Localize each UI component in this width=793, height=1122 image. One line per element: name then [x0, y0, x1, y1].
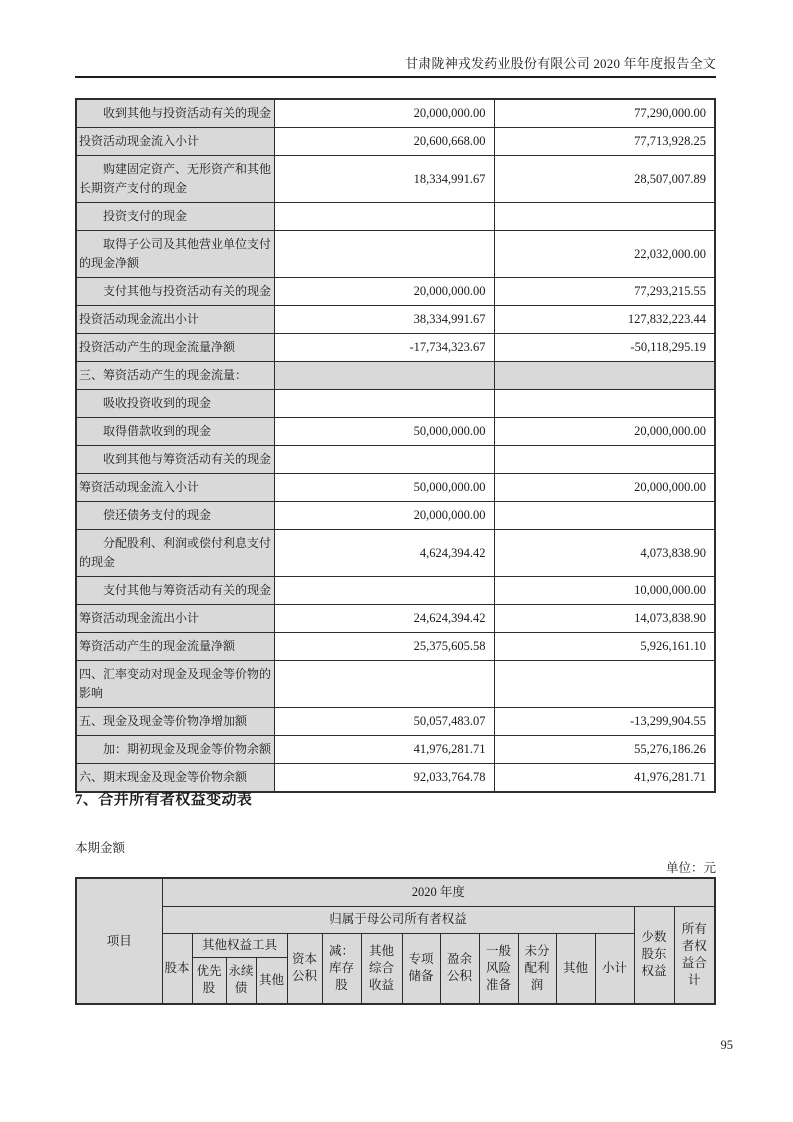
table-row	[76, 390, 715, 418]
table-row	[76, 577, 715, 605]
prior-period-cell: 41,976,281.71	[494, 764, 715, 793]
subtotal-header: 小计	[595, 933, 634, 1004]
row-label-cell: 收到其他与投资活动有关的现金	[76, 99, 274, 128]
row-label-cell: 取得借款收到的现金	[76, 418, 274, 446]
prior-period-cell	[494, 661, 715, 708]
current-period-cell: 41,976,281.71	[274, 736, 494, 764]
retained-profit-header: 未分配利润	[518, 933, 556, 1004]
prior-period-cell: 14,073,838.90	[494, 605, 715, 633]
less-treasury-header: 减：库存股	[322, 933, 361, 1004]
row-label-cell: 购建固定资产、无形资产和其他长期资产支付的现金	[76, 156, 274, 203]
table-row	[76, 474, 715, 502]
cash-flow-statement-table	[75, 98, 716, 793]
current-period-cell	[274, 577, 494, 605]
header-row-groups	[76, 906, 715, 933]
row-label-cell: 吸收投资收到的现金	[76, 390, 274, 418]
current-period-cell: 4,624,394.42	[274, 530, 494, 577]
current-period-cell: 50,000,000.00	[274, 474, 494, 502]
current-period-cell	[274, 362, 494, 390]
current-period-cell: 50,000,000.00	[274, 418, 494, 446]
report-header-title: 甘肃陇神戎发药业股份有限公司 2020 年年度报告全文	[405, 56, 716, 71]
row-label-cell: 投资支付的现金	[76, 203, 274, 231]
prior-period-cell	[494, 390, 715, 418]
current-period-cell: 18,334,991.67	[274, 156, 494, 203]
current-period-cell: 20,000,000.00	[274, 502, 494, 530]
other-equity-instruments-header: 其他权益工具	[192, 933, 287, 957]
prior-period-cell: -13,299,904.55	[494, 708, 715, 736]
table-row	[76, 446, 715, 474]
table-row	[76, 99, 715, 128]
row-label-cell: 投资活动现金流入小计	[76, 128, 274, 156]
prior-period-cell: 20,000,000.00	[494, 474, 715, 502]
prior-period-cell: 77,713,928.25	[494, 128, 715, 156]
table-row	[76, 605, 715, 633]
current-period-cell: 20,000,000.00	[274, 99, 494, 128]
row-label-cell: 加：期初现金及现金等价物余额	[76, 736, 274, 764]
table-row	[76, 203, 715, 231]
current-period-cell: 24,624,394.42	[274, 605, 494, 633]
table-row	[76, 708, 715, 736]
row-label-cell: 投资活动现金流出小计	[76, 306, 274, 334]
prior-period-cell	[494, 446, 715, 474]
prior-period-cell: 20,000,000.00	[494, 418, 715, 446]
row-label-cell: 分配股利、利润或偿付利息支付的现金	[76, 530, 274, 577]
table-row	[76, 502, 715, 530]
row-label-cell: 五、现金及现金等价物净增加额	[76, 708, 274, 736]
other-header: 其他	[556, 933, 595, 1004]
section-7-title: 7、合并所有者权益变动表	[75, 792, 253, 808]
page-number: 95	[720, 1038, 733, 1052]
current-period-subtitle: 本期金额	[75, 841, 126, 855]
total-equity-header: 所有者权益合计	[674, 906, 715, 1004]
general-risk-reserve-header: 一般风险准备	[479, 933, 518, 1004]
prior-period-cell: 4,073,838.90	[494, 530, 715, 577]
current-period-cell: 20,600,668.00	[274, 128, 494, 156]
prior-period-cell: 28,507,007.89	[494, 156, 715, 203]
row-label-cell: 四、汇率变动对现金及现金等价物的影响	[76, 661, 274, 708]
row-label-cell: 筹资活动现金流出小计	[76, 605, 274, 633]
prior-period-cell: 55,276,186.26	[494, 736, 715, 764]
capital-reserve-header: 资本公积	[287, 933, 322, 1004]
current-period-cell: 38,334,991.67	[274, 306, 494, 334]
table-row	[76, 128, 715, 156]
current-period-cell: 20,000,000.00	[274, 278, 494, 306]
current-period-cell	[274, 203, 494, 231]
table-row	[76, 334, 715, 362]
special-reserve-header: 专项储备	[402, 933, 440, 1004]
section-header-row	[76, 362, 715, 390]
header-row-columns	[76, 933, 715, 957]
preferred-shares-header: 优先股	[192, 957, 226, 1004]
current-period-cell: 25,375,605.58	[274, 633, 494, 661]
row-label-cell: 收到其他与筹资活动有关的现金	[76, 446, 274, 474]
table-row	[76, 156, 715, 203]
prior-period-cell: 22,032,000.00	[494, 231, 715, 278]
year-header: 2020 年度	[162, 878, 715, 906]
parent-equity-header: 归属于母公司所有者权益	[162, 906, 634, 933]
prior-period-cell: 77,290,000.00	[494, 99, 715, 128]
table-row	[76, 530, 715, 577]
header-divider	[75, 76, 716, 78]
current-period-cell	[274, 661, 494, 708]
table-row	[76, 418, 715, 446]
surplus-reserve-header: 盈余公积	[440, 933, 479, 1004]
prior-period-cell	[494, 362, 715, 390]
row-label-cell: 三、筹资活动产生的现金流量：	[76, 362, 274, 390]
other-comprehensive-income-header: 其他综合收益	[361, 933, 402, 1004]
current-period-cell	[274, 390, 494, 418]
prior-period-cell: 10,000,000.00	[494, 577, 715, 605]
prior-period-cell: -50,118,295.19	[494, 334, 715, 362]
perpetual-bonds-header: 永续债	[226, 957, 256, 1004]
row-label-cell: 取得子公司及其他营业单位支付的现金净额	[76, 231, 274, 278]
current-period-cell	[274, 446, 494, 474]
table-row	[76, 278, 715, 306]
prior-period-cell: 127,832,223.44	[494, 306, 715, 334]
table-row	[76, 661, 715, 708]
unit-label: 单位：元	[665, 861, 716, 875]
table-row	[76, 633, 715, 661]
current-period-cell: 92,033,764.78	[274, 764, 494, 793]
current-period-cell	[274, 231, 494, 278]
oei-other-header: 其他	[256, 957, 287, 1004]
current-period-cell: -17,734,323.67	[274, 334, 494, 362]
row-label-cell: 六、期末现金及现金等价物余额	[76, 764, 274, 793]
row-label-cell: 偿还债务支付的现金	[76, 502, 274, 530]
item-column-header: 项目	[76, 878, 162, 1004]
current-period-cell: 50,057,483.07	[274, 708, 494, 736]
header-row-year	[76, 878, 715, 906]
table-row	[76, 231, 715, 278]
row-label-cell: 筹资活动现金流入小计	[76, 474, 274, 502]
table-row	[76, 306, 715, 334]
prior-period-cell	[494, 502, 715, 530]
row-label-cell: 筹资活动产生的现金流量净额	[76, 633, 274, 661]
share-capital-header: 股本	[162, 933, 192, 1004]
table-row	[76, 736, 715, 764]
minority-interest-header: 少数股东权益	[634, 906, 674, 1004]
prior-period-cell: 77,293,215.55	[494, 278, 715, 306]
row-label-cell: 支付其他与筹资活动有关的现金	[76, 577, 274, 605]
equity-change-table-header	[75, 877, 716, 1005]
prior-period-cell	[494, 203, 715, 231]
row-label-cell: 投资活动产生的现金流量净额	[76, 334, 274, 362]
prior-period-cell: 5,926,161.10	[494, 633, 715, 661]
row-label-cell: 支付其他与投资活动有关的现金	[76, 278, 274, 306]
